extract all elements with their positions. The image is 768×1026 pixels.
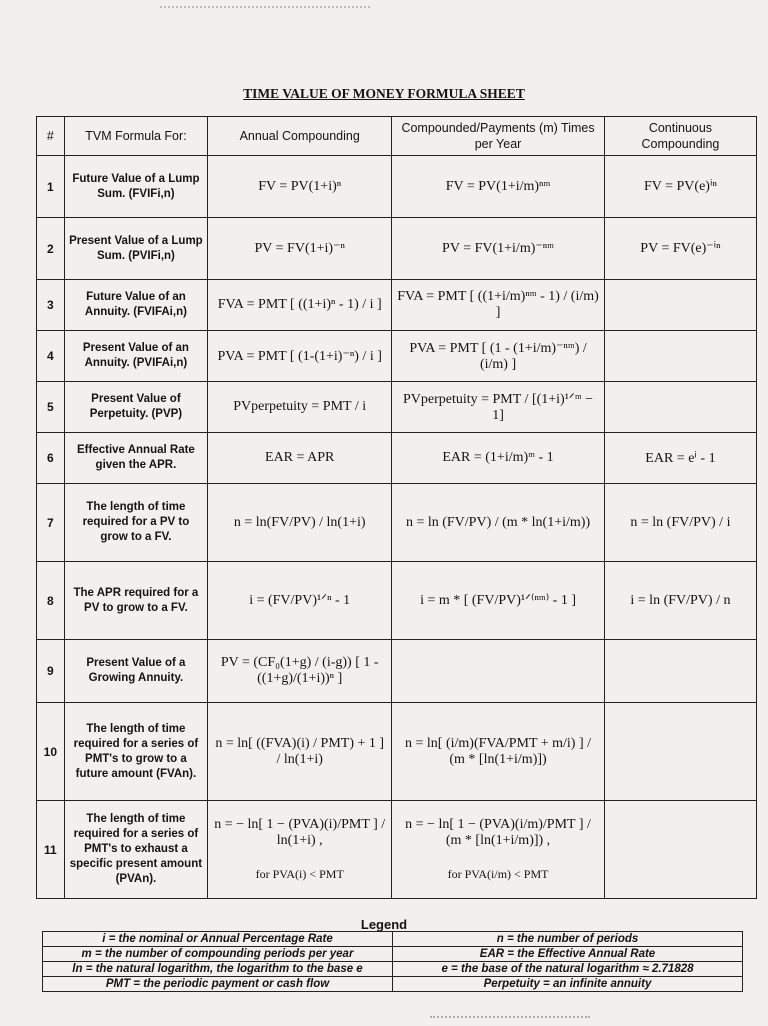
continuous-formula [604, 562, 756, 640]
table-row [37, 562, 757, 640]
legend-left-entry: m = the number of compounding periods per year [43, 947, 393, 962]
m-times-formula [392, 280, 605, 331]
row-description-text: The length of time required for a series of PMT's to grow to a future amount (FVAn). [73, 722, 199, 780]
annual-formula-text: i = (FV/PV)¹ᐟⁿ - 1 [249, 593, 351, 608]
row-number [37, 562, 65, 640]
m-times-formula [392, 801, 605, 899]
m-times-formula [392, 433, 605, 484]
page-title: TIME VALUE OF MONEY FORMULA SHEET [243, 86, 525, 101]
continuous-formula-text: FV = PV(e)ⁱⁿ [643, 179, 717, 194]
m-times-formula-text: FVA = PMT [ ((1+i/m)ⁿᵐ - 1) / (i/m) ] [397, 289, 599, 320]
row-description [64, 562, 208, 640]
legend-table [42, 931, 743, 992]
annual-formula-text: PV = FV(1+i)⁻ⁿ [254, 241, 345, 256]
row-number-text: 8 [46, 593, 54, 608]
annual-formula [208, 218, 392, 280]
annual-formula-text: n = ln(FV/PV) / ln(1+i) [233, 514, 366, 530]
table-row [37, 382, 757, 433]
annual-formula [208, 382, 392, 433]
m-times-formula-text: n = ln[ (i/m)(FVA/PMT + m/i) ] / (m * [ln(1+i/m)]) [405, 735, 592, 767]
m-times-formula [392, 703, 605, 801]
formula-table [36, 116, 757, 899]
legend-row [43, 962, 743, 977]
m-times-formula [392, 562, 605, 640]
annual-formula [208, 433, 392, 484]
annual-formula-text: FV = PV(1+i)ⁿ [258, 178, 342, 194]
row-description [64, 433, 208, 484]
legend-left-entry: i = the nominal or Annual Percentage Rate [43, 932, 393, 947]
m-times-formula [392, 156, 605, 218]
annual-formula-text: n = ln[ ((FVA)(i) / PMT) + 1 ] / ln(1+i) [215, 735, 385, 767]
annual-formula-condition: for PVA(i) < PMT [255, 867, 344, 881]
row-description-text: The length of time required for a PV to grow to a FV. [82, 501, 190, 543]
continuous-formula [604, 703, 756, 801]
table-row [37, 801, 757, 899]
header-m-times: Compounded/Payments (m) Times per Year [392, 117, 605, 156]
row-description [64, 382, 208, 433]
m-times-formula-text: PVA = PMT [ (1 - (1+i/m)⁻ⁿᵐ) / (i/m) ] [409, 340, 587, 372]
row-number [37, 156, 65, 218]
m-times-formula [392, 484, 605, 562]
legend-right-entry: n = the number of periods [393, 932, 743, 947]
continuous-formula [604, 801, 756, 899]
annual-formula-text: PVperpetuity = PMT / i [233, 399, 367, 414]
row-description-text: Present Value of Perpetuity. (PVP) [89, 393, 183, 420]
row-number [37, 280, 65, 331]
row-description [64, 703, 208, 801]
row-number [37, 433, 65, 484]
bottom-edge-scribble [430, 1016, 590, 1026]
row-number-text: 10 [43, 744, 57, 759]
row-description-text: Present Value of a Growing Annuity. [86, 657, 186, 684]
continuous-formula [604, 156, 756, 218]
continuous-formula [604, 218, 756, 280]
legend-row [43, 977, 743, 992]
row-description-text: Present Value of a Lump Sum. (PVIFi,n) [69, 234, 203, 262]
row-number-text: 3 [46, 298, 54, 312]
row-number [37, 703, 65, 801]
annual-formula-text: EAR = APR [265, 450, 335, 465]
continuous-formula [604, 640, 756, 703]
header-num: # [37, 117, 65, 156]
continuous-formula [604, 433, 756, 484]
continuous-formula [604, 382, 756, 433]
m-times-formula [392, 331, 605, 382]
row-description [64, 280, 208, 331]
table-row [37, 640, 757, 703]
continuous-formula [604, 280, 756, 331]
m-times-formula-text: i = m * [ (FV/PV)¹ᐟ⁽ⁿᵐ⁾ - 1 ] [420, 593, 576, 608]
row-number-text: 2 [46, 241, 54, 256]
annual-formula [208, 331, 392, 382]
m-times-formula-text: EAR = (1+i/m)ᵐ - 1 [442, 450, 554, 465]
row-number [37, 640, 65, 703]
m-times-formula-text: n = ln (FV/PV) / (m * ln(1+i/m)) [405, 514, 591, 530]
row-description-text: Effective Annual Rate given the APR. [77, 444, 195, 471]
table-row [37, 156, 757, 218]
header-formula-for: TVM Formula For: [64, 117, 208, 156]
annual-formula [208, 156, 392, 218]
row-number [37, 382, 65, 433]
table-row [37, 218, 757, 280]
annual-formula-text: FVA = PMT [ ((1+i)ⁿ - 1) / i ] [217, 297, 382, 312]
annual-formula-text: n = − ln[ 1 − (PVA)(i)/PMT ] / ln(1+i) , [214, 817, 386, 848]
row-number-text: 9 [46, 664, 54, 678]
annual-formula [208, 640, 392, 703]
continuous-formula-text: EAR = eⁱ - 1 [645, 450, 716, 466]
row-description [64, 484, 208, 562]
row-description [64, 331, 208, 382]
row-number-text: 6 [46, 451, 54, 465]
m-times-formula-condition: for PVA(i/m) < PMT [447, 867, 549, 881]
legend-right-entry: e = the base of the natural logarithm ≈ 2.71828 [393, 962, 743, 977]
row-description [64, 218, 208, 280]
legend-left-entry: ln = the natural logarithm, the logarithm to the base e [43, 962, 393, 977]
m-times-formula [392, 218, 605, 280]
annual-formula-text: PVA = PMT [ (1-(1+i)⁻ⁿ) / i ] [217, 348, 382, 364]
continuous-formula [604, 331, 756, 382]
m-times-formula-text: PVperpetuity = PMT / [(1+i)¹ᐟᵐ − 1] [402, 391, 594, 423]
row-description-text: The APR required for a PV to grow to a FV. [73, 586, 199, 614]
row-description [64, 156, 208, 218]
table-row [37, 703, 757, 801]
row-number-text: 5 [46, 400, 54, 414]
header-continuous: Continuous Compounding [604, 117, 756, 156]
m-times-formula-text: PV = FV(1+i/m)⁻ⁿᵐ [442, 241, 555, 256]
legend-right-entry: EAR = the Effective Annual Rate [393, 947, 743, 962]
row-description-text: Present Value of an Annuity. (PVIFAi,n) [82, 342, 189, 369]
row-description-text: Future Value of an Annuity. (FVIFAi,n) [84, 291, 187, 318]
m-times-formula [392, 382, 605, 433]
row-number-text: 11 [43, 842, 57, 857]
row-number-text: 4 [46, 349, 54, 363]
row-description [64, 801, 208, 899]
row-number [37, 801, 65, 899]
row-number [37, 331, 65, 382]
table-row [37, 433, 757, 484]
continuous-formula-text: n = ln (FV/PV) / i [630, 514, 731, 530]
row-number [37, 218, 65, 280]
m-times-formula [392, 640, 605, 703]
row-number-text: 1 [46, 179, 54, 194]
annual-formula [208, 562, 392, 640]
table-row [37, 280, 757, 331]
continuous-formula-text: PV = FV(e)⁻ⁱⁿ [640, 241, 721, 256]
table-row [37, 331, 757, 382]
continuous-formula-text: i = ln (FV/PV) / n [630, 592, 731, 608]
row-number [37, 484, 65, 562]
top-edge-scribble [160, 0, 370, 8]
legend-title: Legend [360, 917, 408, 932]
continuous-formula [604, 484, 756, 562]
m-times-formula-text: n = − ln[ 1 − (PVA)(i/m)/PMT ] / (m * [ln(1+i/m)]) , [405, 817, 591, 848]
header-annual: Annual Compounding [208, 117, 392, 156]
legend-row [43, 932, 743, 947]
legend-row [43, 947, 743, 962]
annual-formula [208, 484, 392, 562]
row-description-text: The length of time required for a series of PMT's to exhaust a specific present amount (PVAn). [69, 813, 203, 885]
annual-formula [208, 280, 392, 331]
m-times-formula-text: FV = PV(1+i/m)ⁿᵐ [445, 178, 551, 194]
annual-formula [208, 801, 392, 899]
table-row [37, 484, 757, 562]
row-description-text: Future Value of a Lump Sum. (FVIFi,n) [72, 172, 200, 200]
legend-left-entry: PMT = the periodic payment or cash flow [43, 977, 393, 992]
header-row [37, 117, 757, 156]
annual-formula-text: PV = (CF₀(1+g) / (i-g)) [ 1 - ((1+g)/(1+i))ⁿ ] [220, 655, 379, 686]
row-description [64, 640, 208, 703]
legend-right-entry: Perpetuity = an infinite annuity [393, 977, 743, 992]
row-number-text: 7 [46, 515, 54, 530]
annual-formula [208, 703, 392, 801]
